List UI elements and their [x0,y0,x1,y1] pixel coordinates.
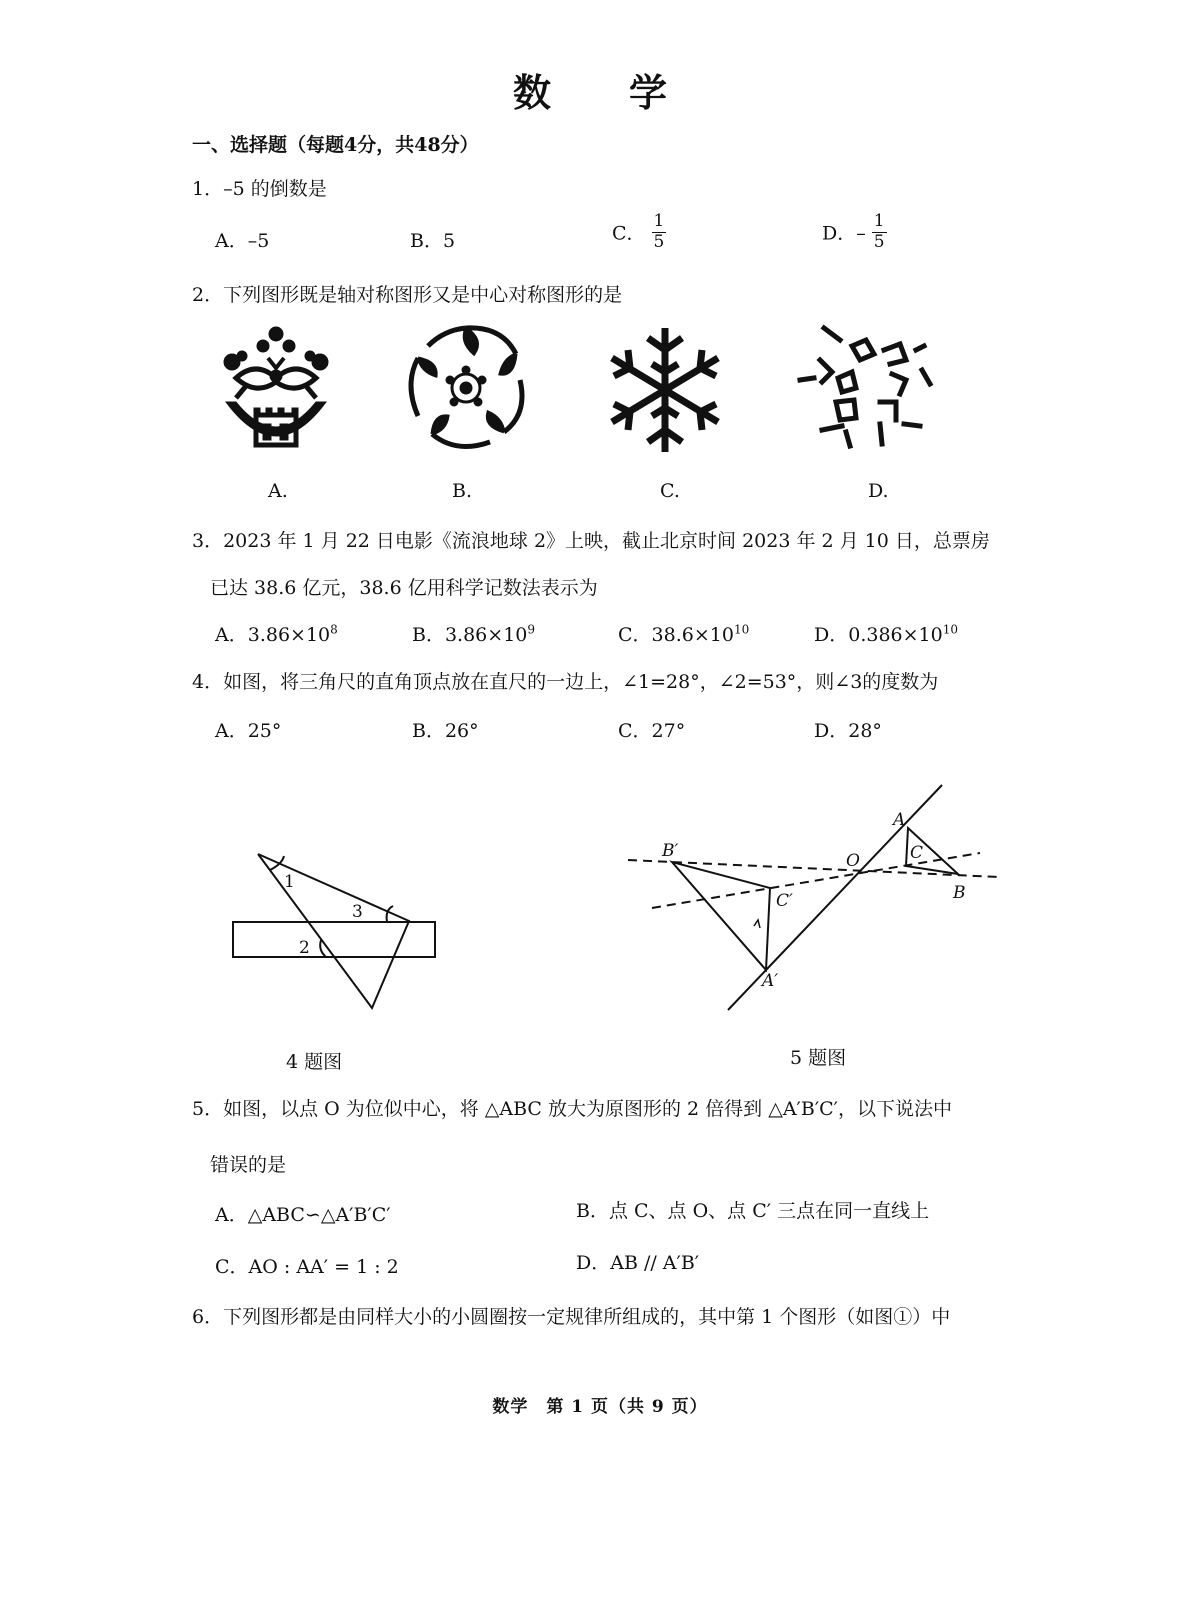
option-label: A． [215,624,248,646]
page-footer: 数学 第 1 页（共 9 页） [492,1397,708,1417]
q5-option-d: D．AB // A′B′ [576,1252,700,1274]
option-mantissa: 3.86×10 [247,624,331,646]
option-label: D． [814,624,849,646]
q5-option-b: B．点 C、点 O、点 C′ 三点在同一直线上 [576,1200,930,1222]
page-title: 数 学 [512,70,687,115]
angle-3-label: 3 [352,902,363,922]
option-mantissa: 0.386×10 [848,624,943,646]
option-exponent: 9 [527,622,536,637]
line-cc-prime [652,853,980,908]
q4-option-b: B．26° [412,720,479,742]
q1-option-b: B．5 [410,230,456,252]
q2-label-c: C. [660,480,680,502]
q2-stem: 2．下列图形既是轴对称图形又是中心对称图形的是 [192,284,623,306]
label-c-prime: C′ [776,891,793,911]
option-label: C． [618,624,652,646]
q3-line2: 已达 38.6 亿元，38.6 亿用科学记数法表示为 [210,577,598,599]
q2-label-a: A. [268,480,288,502]
angle-2-label: 2 [299,938,310,958]
fraction-denominator: 5 [873,231,885,252]
option-exponent: 8 [330,622,338,637]
q2-label-d: D. [868,480,889,502]
label-o: O [846,851,860,871]
label-a-prime: A′ [762,971,779,991]
option-label: B． [412,624,445,646]
tick-mark [754,920,760,928]
q4-option-a: A．25° [215,720,282,742]
fraction-numerator: 1 [873,211,885,231]
q1-option-d-label: D．– [822,222,866,245]
option-exponent: 10 [942,622,959,637]
q5-line2: 错误的是 [210,1154,287,1176]
q5-option-c: C．AO : AA′ = 1 : 2 [215,1256,399,1278]
option-exponent: 10 [733,622,750,637]
q6-stem: 6．下列图形都是由同样大小的小圆圈按一定规律所组成的，其中第 1 个图形（如图①）中 [192,1306,951,1328]
q4-option-d: D．28° [814,720,882,742]
triangle-a-prime-b-prime-c-prime [672,862,770,970]
q4-stem: 4．如图，将三角尺的直角顶点放在直尺的一边上，∠1=28°，∠2=53°，则∠3的度数为 [192,671,939,693]
option-mantissa: 38.6×10 [651,624,734,646]
q1-option-c-label: C． [612,222,646,245]
line-aa-prime [728,785,942,1010]
label-b: B [953,883,966,903]
figure-4-caption: 4 题图 [286,1051,343,1073]
label-c: C [910,843,924,863]
q3-line1: 3．2023 年 1 月 22 日电影《流浪地球 2》上映，截止北京时间 2023 年 2 月 10 日，总票房 [192,530,990,552]
fraction-numerator: 1 [653,211,665,231]
q2-label-b: B. [452,480,473,502]
q1-option-a: A．–5 [215,230,270,252]
angle-1-label: 1 [284,872,295,892]
q1-stem: 1．–5 的倒数是 [192,178,327,200]
option-mantissa: 3.86×10 [444,624,528,646]
q5-option-a: A．△ABC∽△A′B′C′ [215,1204,391,1226]
label-a: A [893,810,906,830]
section-heading: 一、选择题（每题4分，共48分） [192,134,479,156]
fraction-denominator: 5 [653,231,665,252]
label-b-prime: B′ [662,841,679,861]
figure-5-caption: 5 题图 [790,1047,847,1069]
q4-option-c: C．27° [618,720,686,742]
q5-line1: 5．如图，以点 O 为位似中心，将 △ABC 放大为原图形的 2 倍得到 △A′B′C′，以下说法中 [192,1098,952,1120]
